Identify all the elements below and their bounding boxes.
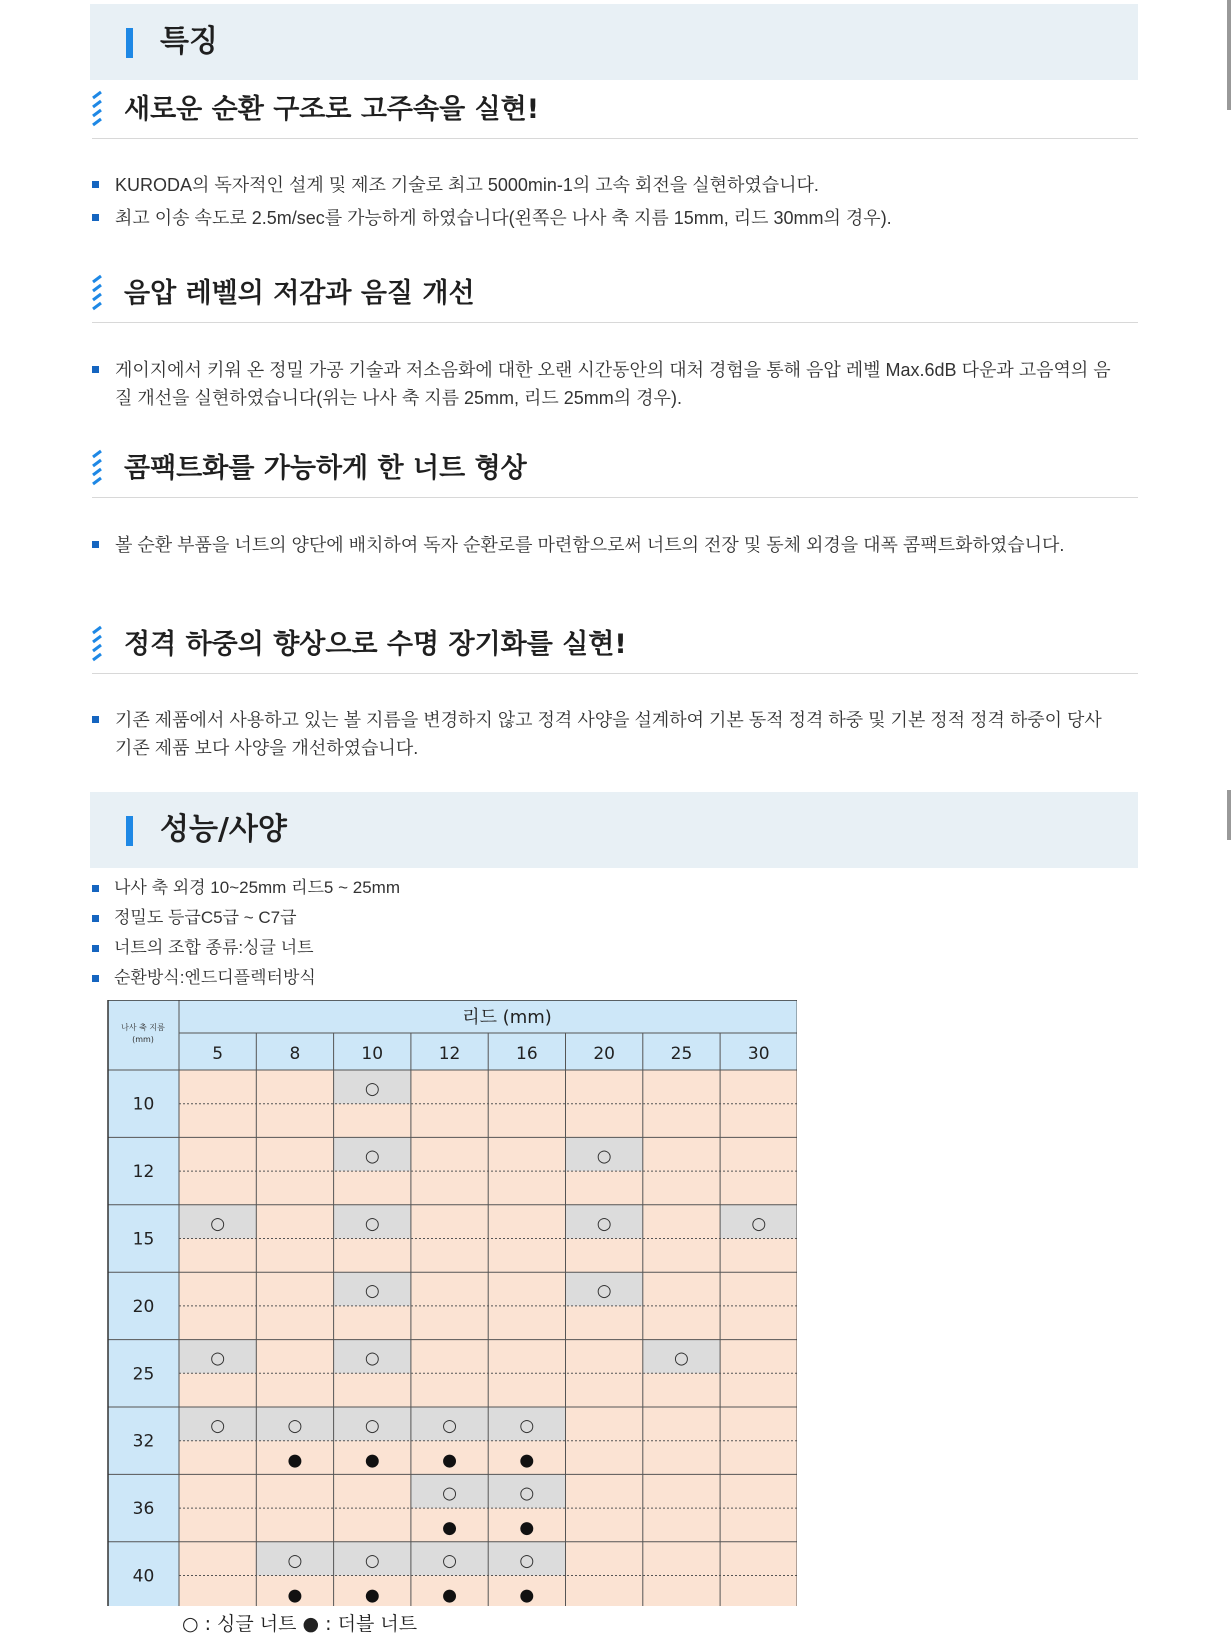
corner-label: 나사 축 지름: [121, 1023, 165, 1032]
table-cell: [720, 1542, 797, 1606]
double-nut-mark: ●: [442, 1518, 457, 1539]
stripe-icon: [92, 449, 102, 489]
double-nut-mark: ●: [519, 1518, 535, 1539]
list-item: 정밀도 등급C5급 ~ C7급: [92, 906, 297, 930]
single-nut-mark: ○: [364, 1348, 380, 1369]
list-item: 나사 축 외경 10~25mm 리드5 ~ 25mm: [92, 876, 400, 900]
spec-table: [107, 1000, 797, 1606]
diameter-label: 20: [132, 1296, 155, 1317]
diameter-label: 32: [132, 1431, 155, 1452]
single-nut-mark: ○: [210, 1416, 226, 1436]
accent-bar: [126, 28, 133, 58]
bullet-icon: [92, 181, 99, 188]
single-nut-mark: ○: [210, 1213, 226, 1234]
double-nut-mark: ●: [519, 1585, 535, 1606]
features-title: 특징: [160, 24, 218, 59]
single-nut-mark: ○: [674, 1348, 689, 1369]
list-item: 기존 제품에서 사용하고 있는 볼 지름을 변경하지 않고 정격 사양을 설계하여 기본 동적 정격 하중 및 기본 정적 정격 하중이 당사 기존 제품 보다 사양을 개선하였습니다.: [92, 706, 1117, 762]
single-nut-mark: ○: [364, 1281, 380, 1302]
double-nut-mark: ●: [287, 1450, 303, 1471]
features-header: [90, 4, 1138, 80]
bullet-icon: [92, 915, 99, 922]
lead-label: 12: [438, 1044, 461, 1064]
lead-label: 10: [361, 1044, 384, 1064]
stripe-icon: [92, 625, 102, 665]
lead-label: 8: [289, 1044, 301, 1064]
diameter-label: 15: [132, 1229, 155, 1250]
single-nut-mark: ○: [596, 1213, 612, 1234]
single-nut-mark: ○: [596, 1281, 612, 1302]
single-nut-mark: ○: [287, 1550, 303, 1571]
double-nut-mark: ●: [442, 1585, 457, 1606]
subsection-1-header: [92, 86, 1138, 139]
single-nut-mark: ○: [519, 1416, 535, 1436]
single-nut-mark: ○: [519, 1550, 535, 1571]
subsection-4-header: [92, 621, 1138, 674]
diameter-label: 25: [132, 1364, 155, 1385]
single-nut-mark: ○: [364, 1146, 380, 1167]
single-nut-mark: ○: [210, 1348, 226, 1369]
double-nut-mark: ●: [287, 1585, 303, 1606]
bullet-icon: [92, 975, 99, 982]
diameter-label: 10: [132, 1094, 155, 1115]
lead-label: 20: [593, 1044, 615, 1064]
single-nut-mark: ○: [364, 1550, 380, 1571]
lead-header: 리드 (mm): [462, 1007, 552, 1028]
subsection-3-header: [92, 445, 1138, 498]
table-cell: [566, 1542, 643, 1606]
single-nut-mark: ○: [442, 1416, 457, 1436]
page-edge: [1227, 0, 1231, 110]
accent-bar: [126, 816, 133, 846]
lead-label: 16: [516, 1044, 538, 1064]
lead-label: 5: [212, 1044, 224, 1064]
list-item: 게이지에서 키워 온 정밀 가공 기술과 저소음화에 대한 오랜 시간동안의 대처 경험을 통해 음압 레벨 Max.6dB 다운과 고음역의 음질 개선을 실현하였습니다(위는 나사 축 지름 25mm, 리드 25mm의 경우).: [92, 356, 1117, 412]
single-nut-mark: ○: [364, 1079, 380, 1099]
table-legend: ○ : 싱글 너트 ● : 더블 너트: [182, 1613, 418, 1635]
single-nut-mark: ○: [442, 1483, 457, 1504]
single-nut-mark: ○: [442, 1550, 457, 1571]
diameter-label: 40: [132, 1566, 155, 1587]
bullet-icon: [92, 885, 99, 892]
corner-unit: (mm): [132, 1035, 154, 1044]
specs-title: 성능/사양: [160, 812, 287, 847]
single-nut-mark: ○: [751, 1213, 767, 1234]
diameter-label: 12: [132, 1162, 155, 1183]
subsection-2-title: 음압 레벨의 저감과 음질 개선: [124, 278, 475, 309]
single-nut-mark: ○: [364, 1213, 380, 1234]
single-nut-mark: ○: [287, 1416, 303, 1436]
stripe-icon: [92, 274, 102, 314]
page-edge: [1227, 790, 1231, 840]
single-nut-mark: ○: [596, 1146, 612, 1167]
list-item: 너트의 조합 종류:싱글 너트: [92, 936, 314, 960]
double-nut-mark: ●: [364, 1450, 380, 1471]
lead-label: 30: [747, 1044, 770, 1064]
table-cell: [643, 1542, 720, 1606]
list-item: 순환방식:엔드디플렉터방식: [92, 966, 316, 990]
list-item: 최고 이송 속도로 2.5m/sec를 가능하게 하였습니다(왼쪽은 나사 축 지름 15mm, 리드 30mm의 경우).: [92, 204, 1092, 232]
stripe-icon: [92, 90, 102, 130]
bullet-icon: [92, 541, 99, 548]
lead-label: 25: [670, 1044, 693, 1064]
single-nut-mark: ○: [519, 1483, 535, 1504]
list-item: 볼 순환 부품을 너트의 양단에 배치하여 독자 순환로를 마련함으로써 너트의 전장 및 동체 외경을 대폭 콤팩트화하였습니다.: [92, 531, 1117, 559]
diameter-label: 36: [132, 1499, 155, 1520]
subsection-1-title: 새로운 순환 구조로 고주속을 실현!: [124, 94, 540, 125]
double-nut-mark: ●: [519, 1450, 535, 1471]
bullet-icon: [92, 366, 99, 373]
subsection-2-header: [92, 270, 1138, 323]
subsection-4-title: 정격 하중의 향상으로 수명 장기화를 실현!: [124, 629, 627, 660]
double-nut-mark: ●: [364, 1585, 380, 1606]
subsection-3-title: 콤팩트화를 가능하게 한 너트 형상: [124, 453, 527, 484]
double-nut-mark: ●: [442, 1450, 457, 1471]
bullet-icon: [92, 214, 99, 221]
bullet-icon: [92, 716, 99, 723]
table-rowheader-bg: [108, 1070, 179, 1606]
specs-header: [90, 792, 1138, 868]
list-item: KURODA의 독자적인 설계 및 제조 기술로 최고 5000min-1의 고속 회전을 실현하였습니다.: [92, 171, 1092, 199]
table-cell: [179, 1542, 256, 1606]
bullet-icon: [92, 945, 99, 952]
single-nut-mark: ○: [364, 1416, 380, 1436]
